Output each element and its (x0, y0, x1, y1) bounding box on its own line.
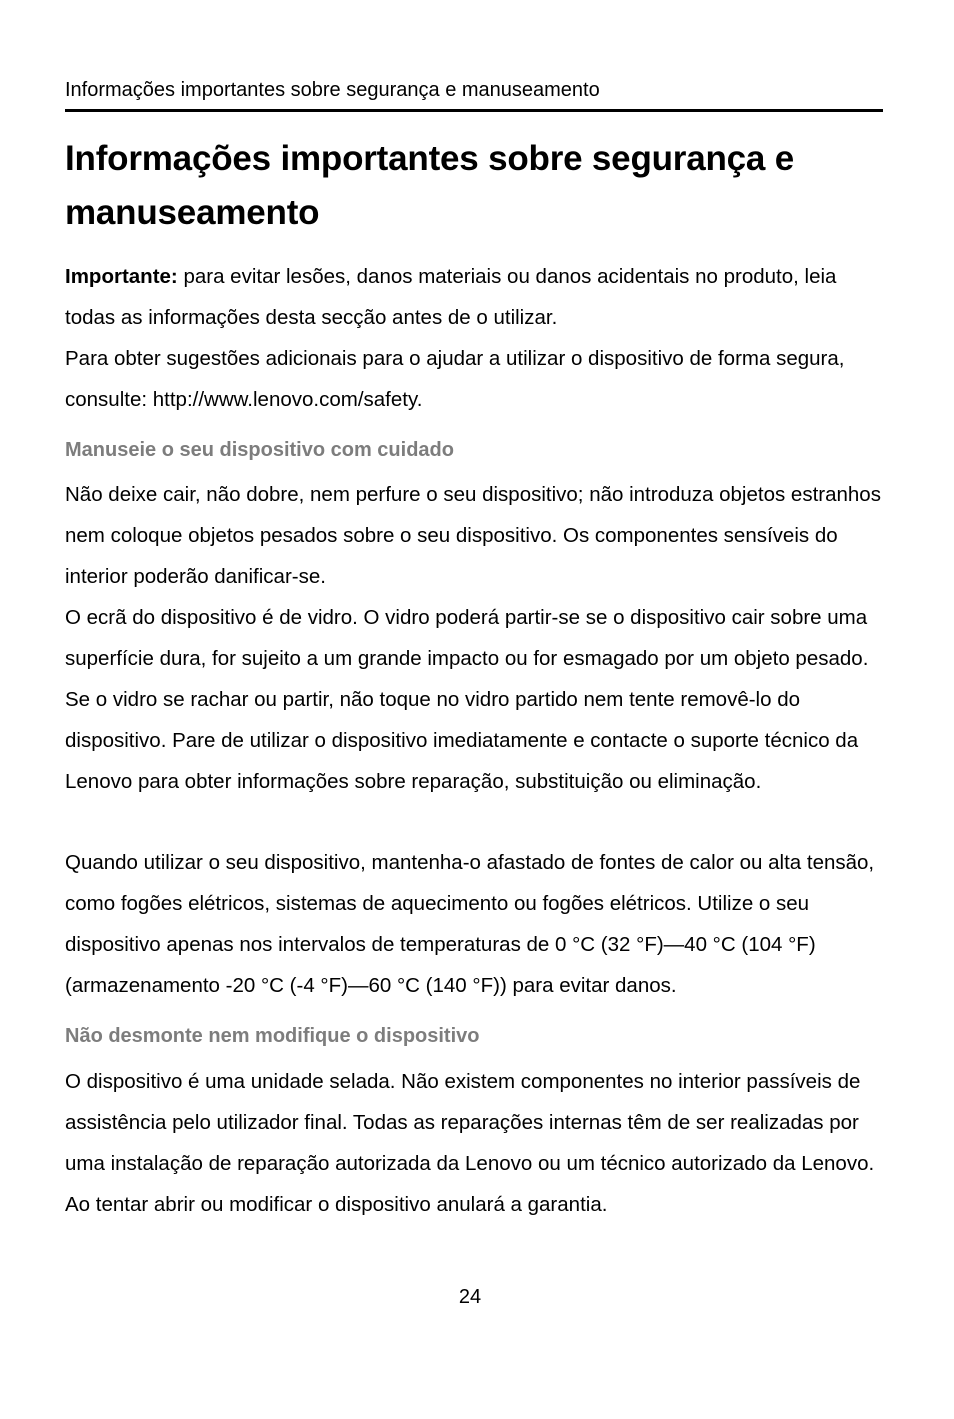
handle-care-paragraph-2: O ecrã do dispositivo é de vidro. O vidro poderá partir-se se o dispositivo cair sobre uma superfície dura, for sujeito a um grande impacto ou for esmagado por um objeto pesado. Se o vidro se rachar ou partir, não toque no vidro partido nem tente removê-lo do dispositivo. Pare de utilizar o dispositivo imediatamente e contacte o suporte técnico da Lenovo para obter informações sobre reparação, substituição ou eliminação. (65, 606, 869, 793)
handle-care-paragraph-1: Não deixe cair, não dobre, nem perfure o seu dispositivo; não introduza objetos estranhos nem coloque objetos pesados sobre o seu dispositivo. Os componentes sensíveis do interior poderão danificar-se. (65, 483, 881, 588)
running-header: Informações importantes sobre segurança e manuseamento (65, 79, 600, 101)
header-rule (65, 109, 883, 112)
important-label: Importante: (65, 265, 178, 288)
page-number: 24 (458, 1286, 482, 1308)
handle-care-paragraph-3: Quando utilizar o seu dispositivo, mantenha-o afastado de fontes de calor ou alta tensão, como fogões elétricos, sistemas de aquecimento ou fogões elétricos. Utilize o seu dispositivo apenas nos intervalos de temperaturas de 0 °C (32 °F)—40 °C (104 °F) (armazenamento -20 °C (-4 °F)—60 °C (140 °F)) para evitar danos. (65, 851, 875, 997)
tips-paragraph: Para obter sugestões adicionais para o ajudar a utilizar o dispositivo de forma segura, consulte: http://www.lenovo.com/safety. (65, 347, 845, 411)
important-text: para evitar lesões, danos materiais ou danos acidentais no produto, leia todas as informações desta secção antes de o utilizar. (65, 265, 837, 329)
page-title: Informações importantes sobre segurança e manuseamento (65, 139, 794, 232)
section-heading-do-not-disassemble: Não desmonte nem modifique o dispositivo (65, 1025, 480, 1047)
disassemble-paragraph-1: O dispositivo é uma unidade selada. Não existem componentes no interior passíveis de assistência pelo utilizador final. Todas as reparações internas têm de ser realizadas por uma instalação de reparação autorizada da Lenovo ou um técnico autorizado da Lenovo. Ao tentar abrir ou modificar o dispositivo anulará a garantia. (65, 1070, 875, 1216)
section-heading-handle-with-care: Manuseie o seu dispositivo com cuidado (65, 439, 454, 461)
important-paragraph (65, 256, 887, 338)
